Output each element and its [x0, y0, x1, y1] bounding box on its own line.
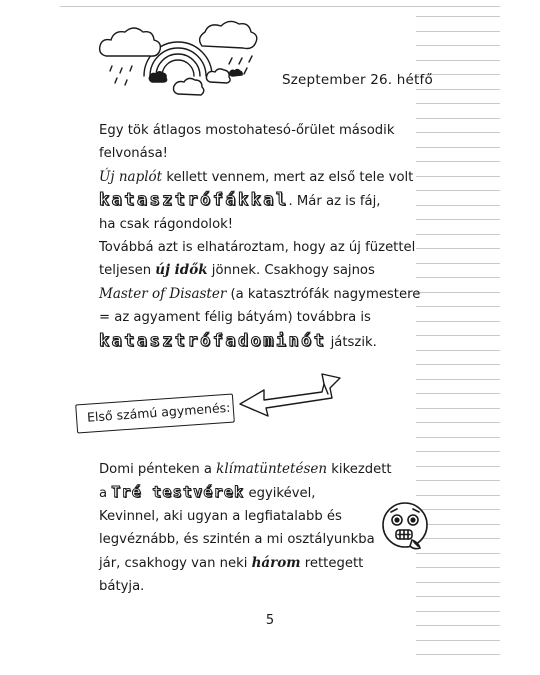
text-span: Kevinnel, aki ugyan a legfiatalabb és	[99, 508, 342, 524]
text-span: egyikével,	[244, 486, 316, 502]
ruled-line	[416, 364, 500, 365]
ruled-line	[416, 466, 500, 467]
text-span: . Már az is fáj,	[288, 194, 381, 210]
text-line	[99, 283, 429, 306]
ruled-line	[416, 103, 500, 104]
ruled-line	[416, 654, 500, 655]
ruled-line	[416, 596, 500, 597]
emphasis-word: Tré testvérek	[111, 483, 245, 502]
ruled-line	[416, 640, 500, 641]
emphasis-word: katasztrófákkal	[99, 190, 289, 211]
text-line	[99, 481, 389, 504]
text-line	[99, 189, 429, 212]
ruled-line	[416, 582, 500, 583]
diary-entry	[99, 119, 429, 353]
text-span: = az agyament félig bátyám) továbbra is	[99, 310, 371, 326]
text-line	[99, 142, 429, 165]
text-span: Továbbá azt is elhatároztam, hogy az új füzettel	[99, 239, 416, 255]
text-span: a	[99, 486, 112, 502]
ruled-line	[416, 451, 500, 452]
ruled-line	[416, 45, 500, 46]
ruled-line	[416, 567, 500, 568]
text-line	[99, 575, 389, 598]
zigzag-arrow-icon	[236, 370, 344, 420]
text-line	[99, 119, 429, 142]
section-label	[75, 394, 235, 434]
text-line	[99, 552, 389, 575]
scared-face-icon	[376, 496, 438, 558]
ruled-line	[416, 31, 500, 32]
text-line	[99, 259, 429, 282]
ruled-line	[416, 422, 500, 423]
ruled-line	[416, 60, 500, 61]
text-span: kikezdett	[327, 462, 392, 477]
text-line	[99, 236, 429, 259]
rainbow-clouds-icon	[92, 6, 272, 116]
ruled-line	[416, 89, 500, 90]
page-number: 5	[265, 613, 275, 628]
text-line	[99, 213, 429, 236]
ruled-line	[416, 480, 500, 481]
handwritten-text: három	[251, 554, 301, 571]
handwritten-text: új idők	[155, 262, 208, 279]
ruled-line	[416, 611, 500, 612]
text-span: jönnek. Csakhogy sajnos	[207, 263, 375, 279]
text-line	[99, 166, 429, 189]
diary-entry-2	[99, 458, 392, 598]
ruled-line	[416, 16, 500, 17]
ruled-line	[416, 393, 500, 394]
text-span: Domi pénteken a	[99, 462, 217, 477]
text-line	[99, 330, 429, 353]
text-span: rettegett	[300, 555, 364, 571]
text-span: teljesen	[99, 263, 156, 279]
handwritten-text: Új naplót	[99, 168, 163, 185]
text-span: ha csak rágondolok!	[99, 216, 234, 232]
handwritten-text: Master of Disaster	[99, 285, 227, 302]
text-line	[99, 306, 429, 329]
ruled-line	[416, 437, 500, 438]
text-span: bátyja.	[99, 578, 145, 594]
text-span: legvéznább, és szintén a mi osztályunkba	[99, 532, 375, 548]
text-span: játszik.	[326, 334, 377, 350]
handwritten-text: klímatüntetésen	[216, 461, 328, 477]
ruled-line	[416, 379, 500, 380]
text-line	[99, 505, 389, 528]
text-span: jár, csakhogy van neki	[99, 555, 252, 571]
text-span: Egy tök átlagos mostohatesó-őrület második	[99, 123, 395, 138]
ruled-line	[416, 408, 500, 409]
text-span: (a katasztrófák nagymestere	[226, 286, 421, 302]
text-span: felvonása!	[99, 146, 168, 162]
emphasis-word: katasztrófadominót	[99, 330, 327, 351]
text-line	[99, 528, 389, 551]
text-line	[99, 458, 392, 481]
section-label-text: Első számú agymenés:	[86, 399, 231, 425]
entry-date: Szeptember 26. hétfő	[282, 72, 433, 88]
text-span: kellett vennem, mert az első tele volt	[162, 169, 414, 185]
